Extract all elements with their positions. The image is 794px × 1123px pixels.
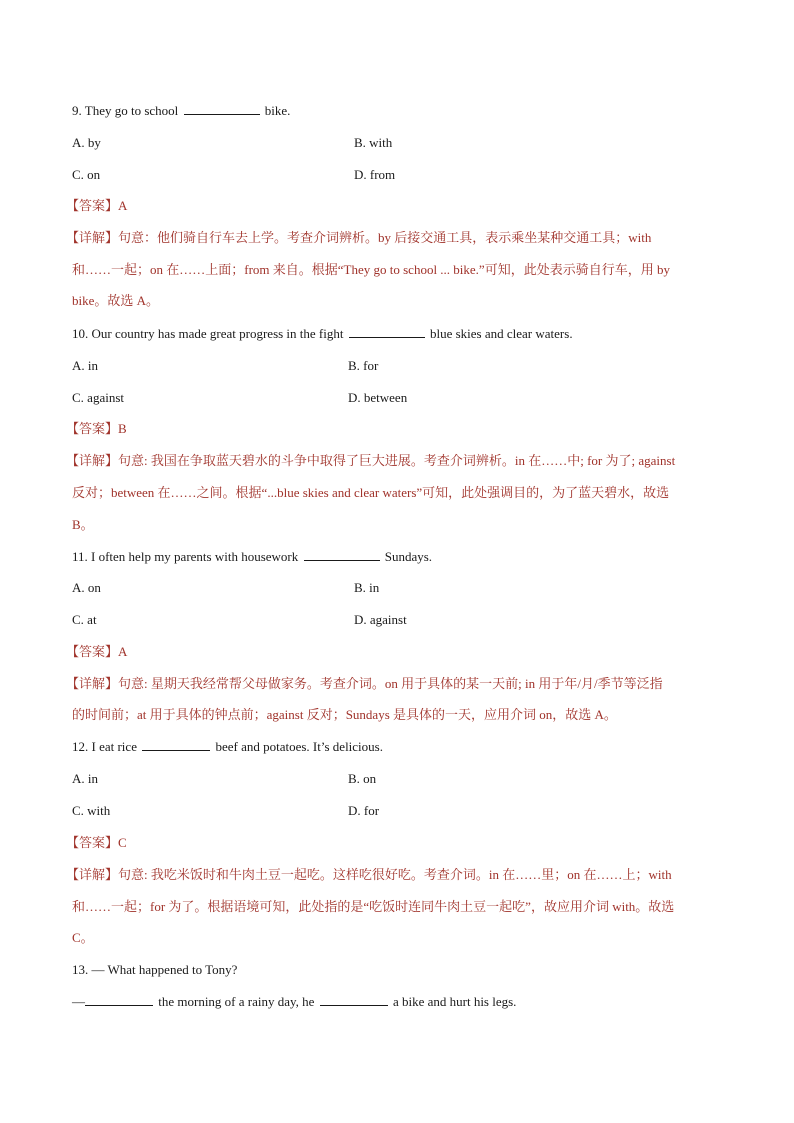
answer-label: 【答案】 <box>66 644 119 659</box>
question-10-stem-end: blue skies and clear waters. <box>429 326 573 341</box>
answer-row <box>66 420 127 438</box>
option-c: C. on <box>72 167 101 182</box>
option-d: D. from <box>354 167 396 182</box>
option-a: A. on <box>72 580 101 595</box>
answer-blank <box>142 738 210 751</box>
answer-blank <box>85 993 153 1006</box>
question-13: 13. — What happened to Tony? <box>72 962 238 977</box>
explanation-line: C。 <box>72 930 94 945</box>
option-d: D. for <box>348 803 380 818</box>
question-12-stem-end: beef and potatoes. It’s delicious. <box>215 739 383 754</box>
option-d: D. between <box>348 390 408 405</box>
explanation-line: 【详解】句意：他们骑自行车去上学。考查介词辨析。by 后接交通工具，表示乘坐某种交通工具；with <box>66 230 652 245</box>
answer-value: A <box>118 198 128 213</box>
question-9 <box>72 102 722 120</box>
question-12 <box>72 738 722 756</box>
answer-value: A <box>118 644 128 659</box>
explanation-label: 【详解】 <box>66 230 119 245</box>
answer-label: 【答案】 <box>66 198 119 213</box>
question-10-stem: 10. Our country has made great progress in the fight <box>72 326 344 341</box>
explanation-label: 【详解】 <box>66 867 119 882</box>
option-c: C. against <box>72 390 124 405</box>
question-9-stem-end: bike. <box>264 103 291 118</box>
explanation-line: 【详解】句意: 星期天我经常帮父母做家务。考查介词。on 用于具体的某一天前; in 用于年/月/季节等泛指 <box>66 676 663 691</box>
question-11-stem-end: Sundays. <box>384 549 433 564</box>
explanation-line: B。 <box>72 517 94 532</box>
answer-blank <box>320 993 388 1006</box>
question-12-stem: 12. I eat rice <box>72 739 137 754</box>
explanation-label: 【详解】 <box>66 453 119 468</box>
option-a: A. in <box>72 771 98 786</box>
explanation-line: 【详解】句意: 我吃米饭时和牛肉土豆一起吃。这样吃很好吃。考查介词。in 在……里；on 在……上；with <box>66 867 672 882</box>
option-c: C. with <box>72 803 111 818</box>
answer-label: 【答案】 <box>66 835 119 850</box>
explanation-line: 反对；between 在……之间。根据“...blue skies and clear waters”可知，此处强调目的，为了蓝天碧水，故选 <box>72 485 670 500</box>
option-c: C. at <box>72 612 97 627</box>
explanation-line: 和……一起；on 在……上面；from 来自。根据“They go to school ... bike.”可知，此处表示骑自行车，用 by <box>72 262 670 277</box>
answer-value: C <box>118 835 127 850</box>
answer-row <box>66 834 127 852</box>
answer-row <box>66 197 127 215</box>
explanation-line: 【详解】句意: 我国在争取蓝天碧水的斗争中取得了巨大进展。考查介词辨析。in 在……中; for 为了; against <box>66 453 676 468</box>
explanation-line: bike。故选 A。 <box>72 293 160 308</box>
answer-blank <box>184 102 260 115</box>
question-9-stem: 9. They go to school <box>72 103 179 118</box>
question-10 <box>72 325 722 343</box>
answer-value: B <box>118 421 127 436</box>
explanation-line: 和……一起；for 为了。根据语境可知，此处指的是“吃饭时连同牛肉土豆一起吃”，故应用介词 with。故选 <box>72 899 675 914</box>
explanation-label: 【详解】 <box>66 676 119 691</box>
option-b: B. in <box>354 580 380 595</box>
question-11 <box>72 548 722 566</box>
option-b: B. for <box>348 358 379 373</box>
explanation-line: 的时间前；at 用于具体的钟点前；against 反对；Sundays 是具体的一天，应用介词 on，故选 A。 <box>72 707 617 722</box>
answer-blank <box>304 548 380 561</box>
question-11-stem: 11. I often help my parents with housework <box>72 549 299 564</box>
answer-blank <box>349 325 425 338</box>
question-13-dialogue: — the morning of a rainy day, he a bike and hurt his legs. <box>72 994 517 1009</box>
option-b: B. on <box>348 771 377 786</box>
answer-label: 【答案】 <box>66 421 119 436</box>
option-a: A. in <box>72 358 98 373</box>
option-d: D. against <box>354 612 407 627</box>
answer-row <box>66 643 127 661</box>
option-a: A. by <box>72 135 101 150</box>
option-b: B. with <box>354 135 393 150</box>
